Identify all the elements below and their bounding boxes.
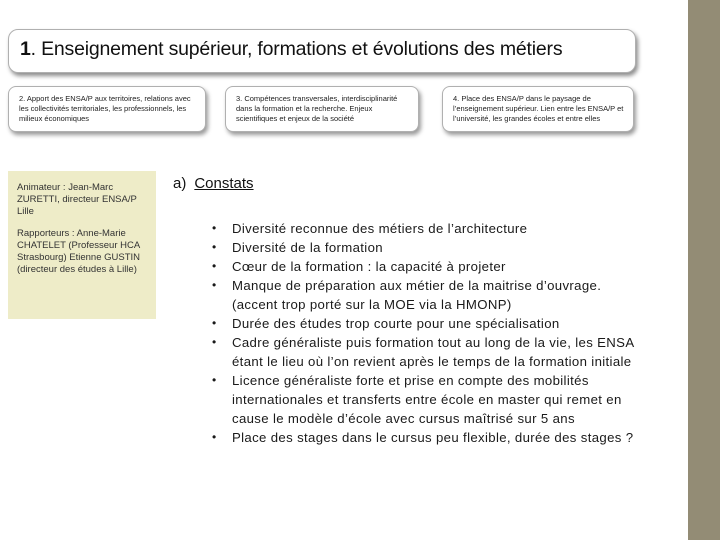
page-title — [20, 38, 562, 61]
list-item — [212, 219, 642, 238]
bullet-icon: • — [212, 335, 217, 349]
list-item — [212, 333, 642, 371]
bullet-icon: • — [212, 221, 217, 235]
bullet-icon: • — [212, 240, 217, 254]
title-number: 1 — [20, 38, 31, 60]
animateur-text: Animateur : Jean-Marc ZURETTI, directeur ENSA/P Lille — [17, 182, 137, 217]
topic-box-4 — [442, 86, 634, 132]
list-item-text: Diversité reconnue des métiers de l’architecture — [232, 221, 528, 236]
section-heading — [173, 175, 254, 192]
topic-text: 2. Apport des ENSA/P aux territoires, relations avec les collectivités territoriales, les professionnels, les milieux économiques — [19, 94, 191, 123]
topic-box-2 — [8, 86, 206, 132]
list-item-text: Place des stages dans le cursus peu flexible, durée des stages ? — [232, 430, 634, 445]
list-item-text: Manque de préparation aux métier de la maitrise d’ouvrage. (accent trop porté sur la MOE via la HMONP) — [232, 278, 602, 312]
people-box — [8, 171, 156, 319]
bullet-icon: • — [212, 430, 217, 444]
list-item — [212, 276, 642, 314]
accent-side-bar — [688, 0, 720, 540]
bullet-icon: • — [212, 259, 217, 273]
title-text: . Enseignement supérieur, formations et évolutions des métiers — [30, 38, 563, 60]
list-item-text: Durée des études trop courte pour une spécialisation — [232, 316, 560, 331]
bullet-icon: • — [212, 373, 217, 387]
bullet-icon: • — [212, 316, 217, 330]
topic-box-3 — [225, 86, 419, 132]
list-item-text: Cœur de la formation : la capacité à projeter — [232, 259, 506, 274]
list-item-text: Licence généraliste forte et prise en compte des mobilités internationales et transferts entre école en master qui remet en cause le modèle d’école avec cursus maîtrisé sur 5 ans — [232, 373, 622, 426]
title-box — [8, 29, 636, 73]
rapporteurs-text: Rapporteurs : Anne-Marie CHATELET (Professeur HCA Strasbourg) Etienne GUSTIN (directeur des études à Lille) — [17, 228, 141, 275]
list-item-text: Diversité de la formation — [232, 240, 383, 255]
list-item — [212, 314, 642, 333]
topic-text: 3. Compétences transversales, interdisciplinarité dans la formation et la recherche. Enjeux scientifiques et enjeux de la société — [236, 94, 398, 123]
list-item — [212, 428, 642, 447]
topic-text: 4. Place des ENSA/P dans le paysage de l’enseignement supérieur. Lien entre les ENSA/P et l’université, les grandes écoles et entre elles — [453, 94, 624, 123]
section-label: Constats — [194, 175, 254, 192]
list-item — [212, 257, 642, 276]
list-item — [212, 371, 642, 428]
list-item — [212, 238, 642, 257]
list-item-text: Cadre généraliste puis formation tout au long de la vie, les ENSA étant le lieu où l’on revient après le temps de la formation initiale — [232, 335, 634, 369]
section-marker: a) — [173, 175, 187, 192]
bullet-icon: • — [212, 278, 217, 292]
constats-list — [212, 219, 642, 447]
